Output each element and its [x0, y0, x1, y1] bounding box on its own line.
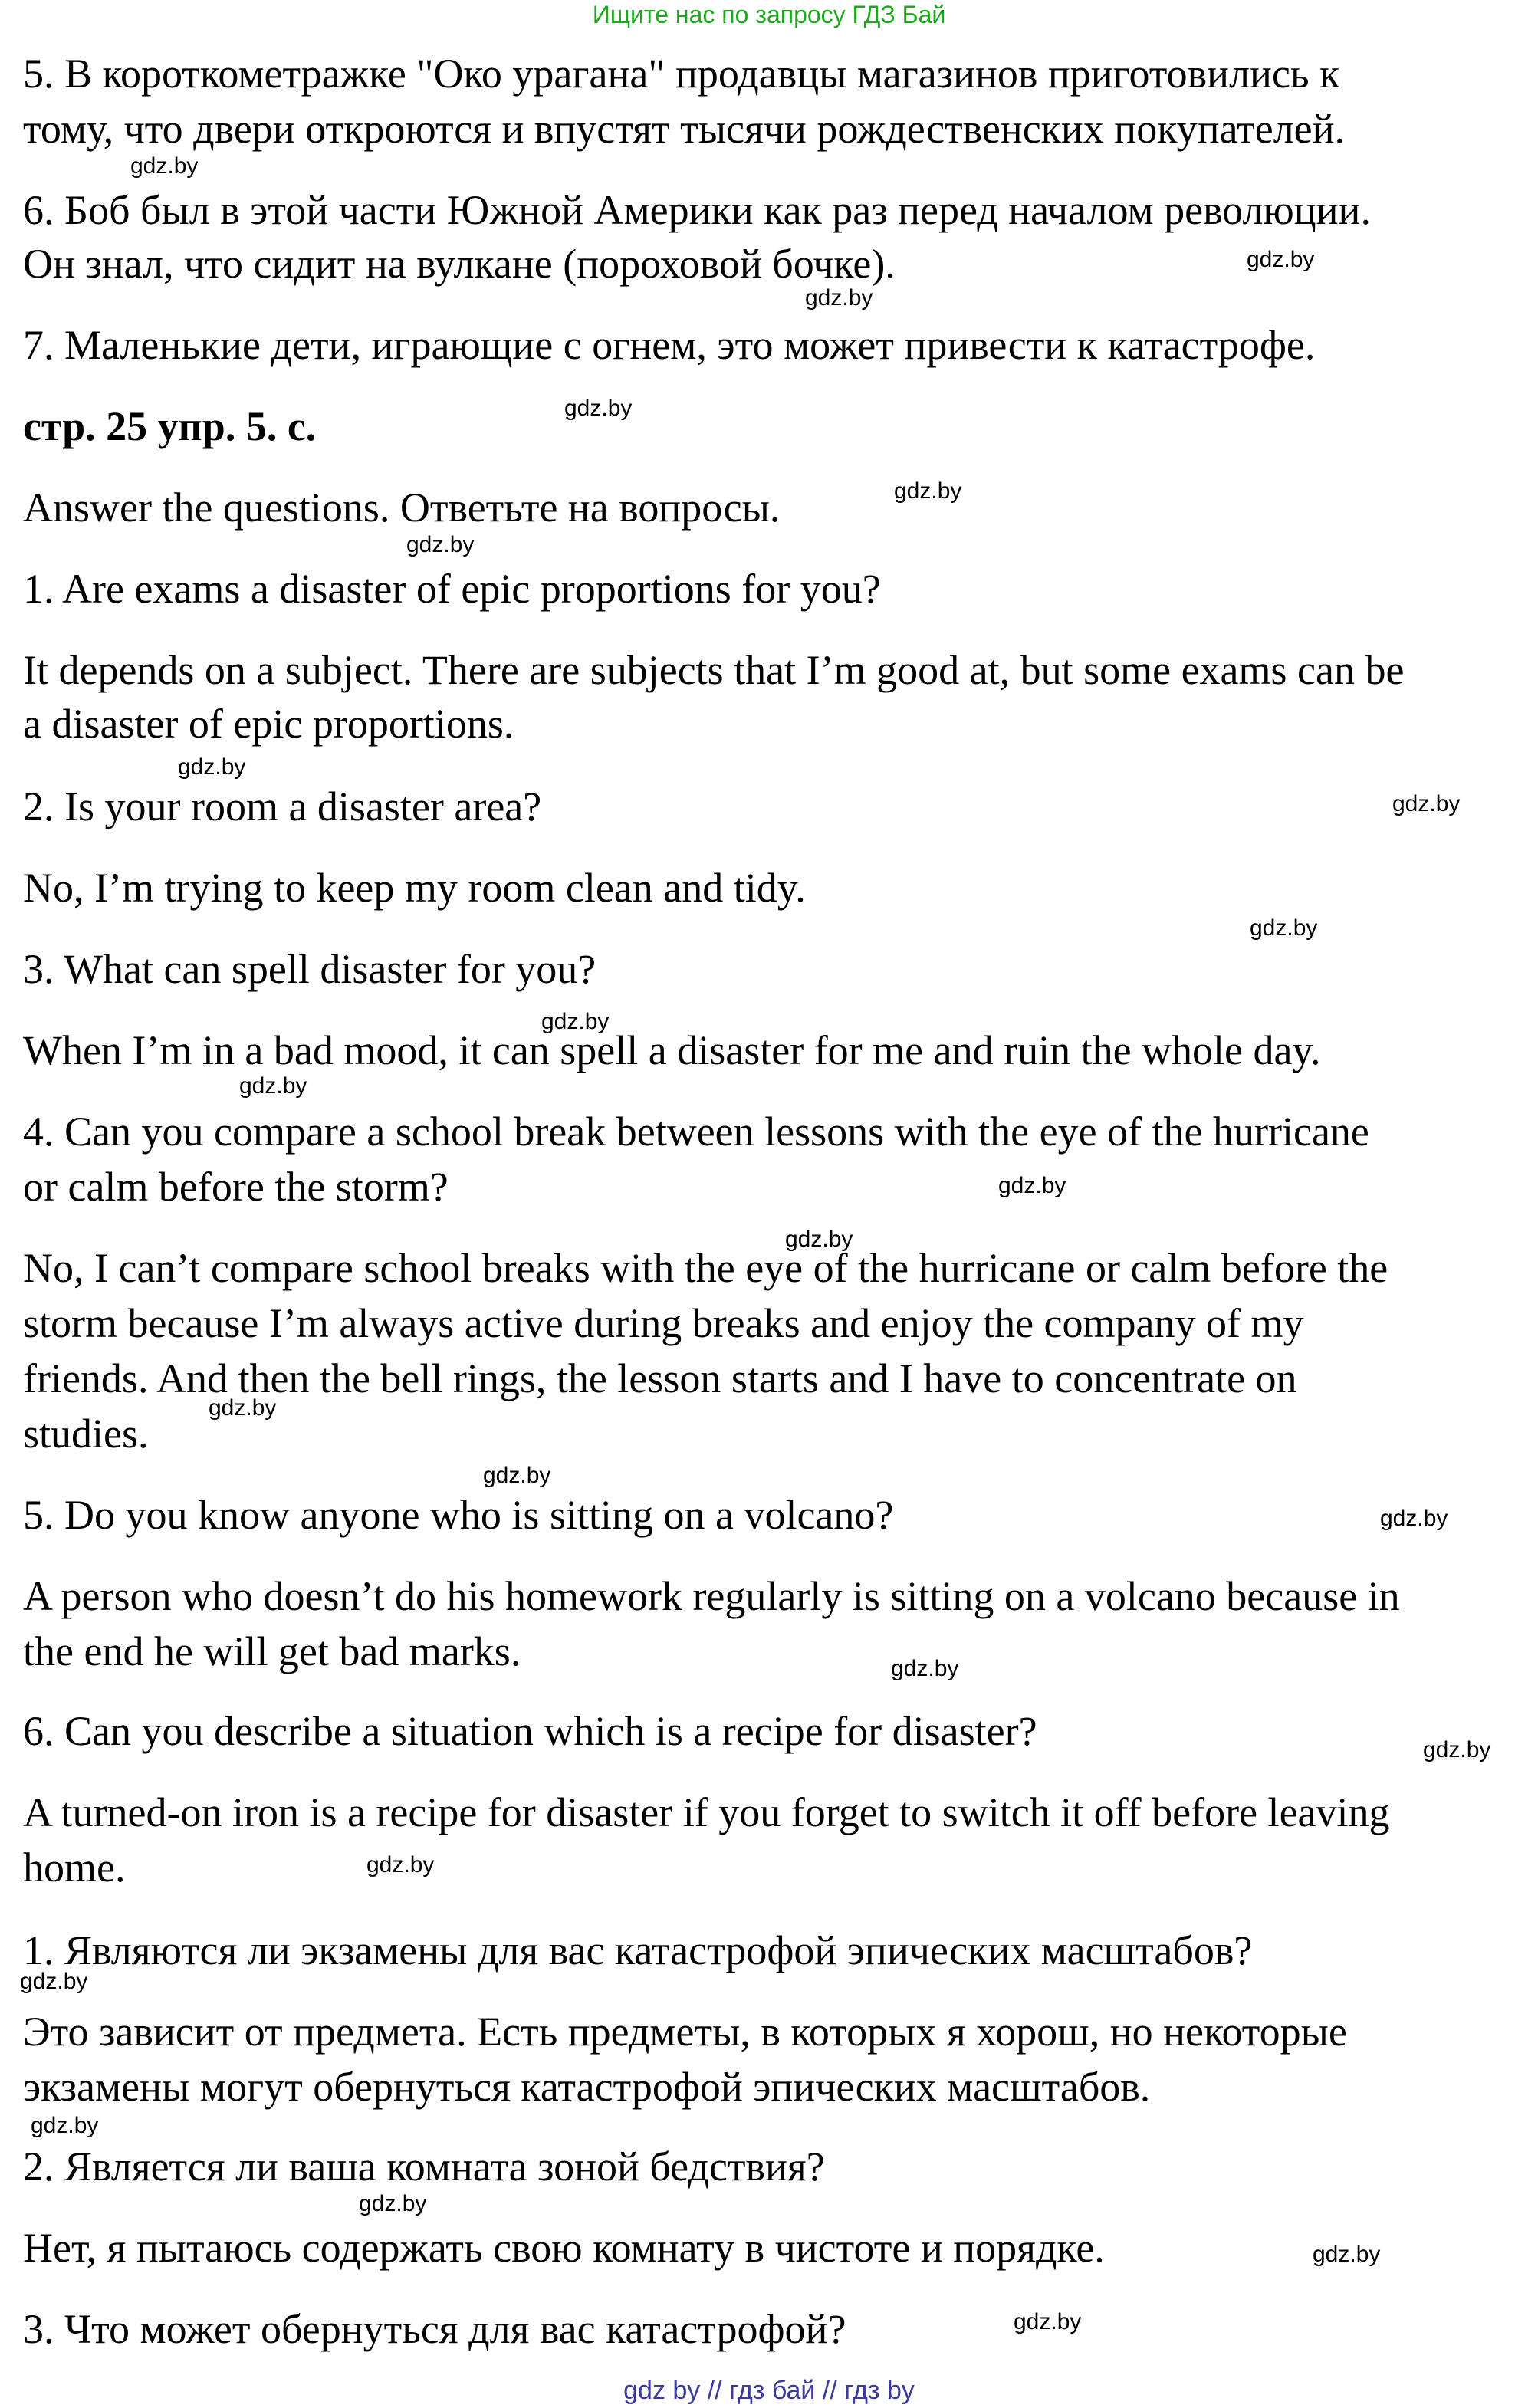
question-line: 6. Can you describe a situation which is a recipe for disaster? [23, 1708, 1037, 1754]
watermark: gdz.by [130, 153, 199, 179]
watermark: gdz.by [564, 396, 633, 421]
question-line: 3. What can spell disaster for you? [23, 946, 596, 992]
watermark: gdz.by [1250, 915, 1318, 941]
translation-line: экзамены могут обернуться катастрофой эпических масштабов. [23, 2064, 1151, 2110]
answer-line: home. [23, 1845, 126, 1891]
watermark: gdz.by [894, 478, 962, 504]
watermark: gdz.by [891, 1656, 959, 1681]
text-line: тому, что двери откроются и впустят тысячи рождественских покупателей. [23, 106, 1346, 152]
section-heading: стр. 25 упр. 5. с. [23, 403, 317, 449]
answer-line: the end he will get bad marks. [23, 1628, 521, 1674]
footer-banner: gdz by // гдз бай // гдз by [623, 2376, 915, 2405]
watermark: gdz.by [1247, 247, 1315, 272]
translation-line: 2. Является ли ваша комната зоной бедствия? [23, 2144, 825, 2190]
answer-line: No, I’m trying to keep my room clean and tidy. [23, 865, 806, 911]
answer-line: No, I can’t compare school breaks with the eye of the hurricane or calm before the [23, 1245, 1388, 1291]
text-line: 7. Маленькие дети, играющие с огнем, это может привести к катастрофе. [23, 322, 1316, 368]
watermark: gdz.by [31, 2113, 99, 2138]
text-line: Answer the questions. Ответьте на вопросы. [23, 485, 781, 531]
watermark: gdz.by [239, 1073, 307, 1099]
watermark: gdz.by [20, 1969, 88, 1994]
answer-line: It depends on a subject. There are subjects that I’m good at, but some exams can be [23, 647, 1405, 693]
answer-line: studies. [23, 1411, 149, 1457]
watermark: gdz.by [359, 2191, 427, 2216]
question-line: 4. Can you compare a school break between lessons with the eye of the hurricane [23, 1109, 1369, 1155]
watermark: gdz.by [406, 532, 475, 557]
answer-line: friends. And then the bell rings, the lesson starts and I have to concentrate on [23, 1355, 1297, 1401]
watermark: gdz.by [541, 1009, 610, 1034]
question-line: or calm before the storm? [23, 1164, 449, 1210]
watermark: gdz.by [209, 1395, 277, 1421]
text-line: Он знал, что сидит на вулкане (пороховой бочке). [23, 241, 896, 287]
answer-line: storm because I’m always active during breaks and enjoy the company of my [23, 1300, 1304, 1346]
answer-line: A person who doesn’t do his homework regularly is sitting on a volcano because in [23, 1573, 1400, 1619]
watermark: gdz.by [805, 285, 873, 310]
watermark: gdz.by [785, 1227, 853, 1252]
answer-line: A turned-on iron is a recipe for disaster if you forget to switch it off before leaving [23, 1789, 1390, 1835]
translation-line: Нет, я пытаюсь содержать свою комнату в чистоте и порядке. [23, 2225, 1105, 2271]
translation-line: 3. Что может обернуться для вас катастрофой? [23, 2306, 846, 2352]
question-line: 1. Are exams a disaster of epic proportions for you? [23, 566, 881, 612]
watermark: gdz.by [1423, 1737, 1491, 1762]
answer-line: a disaster of epic proportions. [23, 701, 514, 747]
question-line: 5. Do you know anyone who is sitting on a volcano? [23, 1492, 894, 1538]
watermark: gdz.by [1380, 1506, 1448, 1531]
question-line: 2. Is your room a disaster area? [23, 784, 542, 829]
watermark: gdz.by [1392, 791, 1461, 816]
text-line: 5. В короткометражке "Око урагана" продавцы магазинов приготовились к [23, 51, 1340, 97]
translation-line: Это зависит от предмета. Есть предметы, в которых я хорош, но некоторые [23, 2009, 1347, 2055]
header-banner: Ищите нас по запросу ГДЗ Бай [592, 1, 946, 28]
watermark: gdz.by [178, 754, 246, 780]
text-line: 6. Боб был в этой части Южной Америки как раз перед началом революции. [23, 187, 1371, 233]
watermark: gdz.by [366, 1852, 435, 1877]
answer-line: When I’m in a bad mood, it can spell a disaster for me and ruin the whole day. [23, 1027, 1321, 1073]
translation-line: 1. Являются ли экзамены для вас катастрофой эпических масштабов? [23, 1927, 1253, 1973]
watermark: gdz.by [483, 1463, 551, 1488]
watermark: gdz.by [998, 1173, 1066, 1198]
watermark: gdz.by [1313, 2242, 1381, 2267]
watermark: gdz.by [1014, 2309, 1082, 2334]
